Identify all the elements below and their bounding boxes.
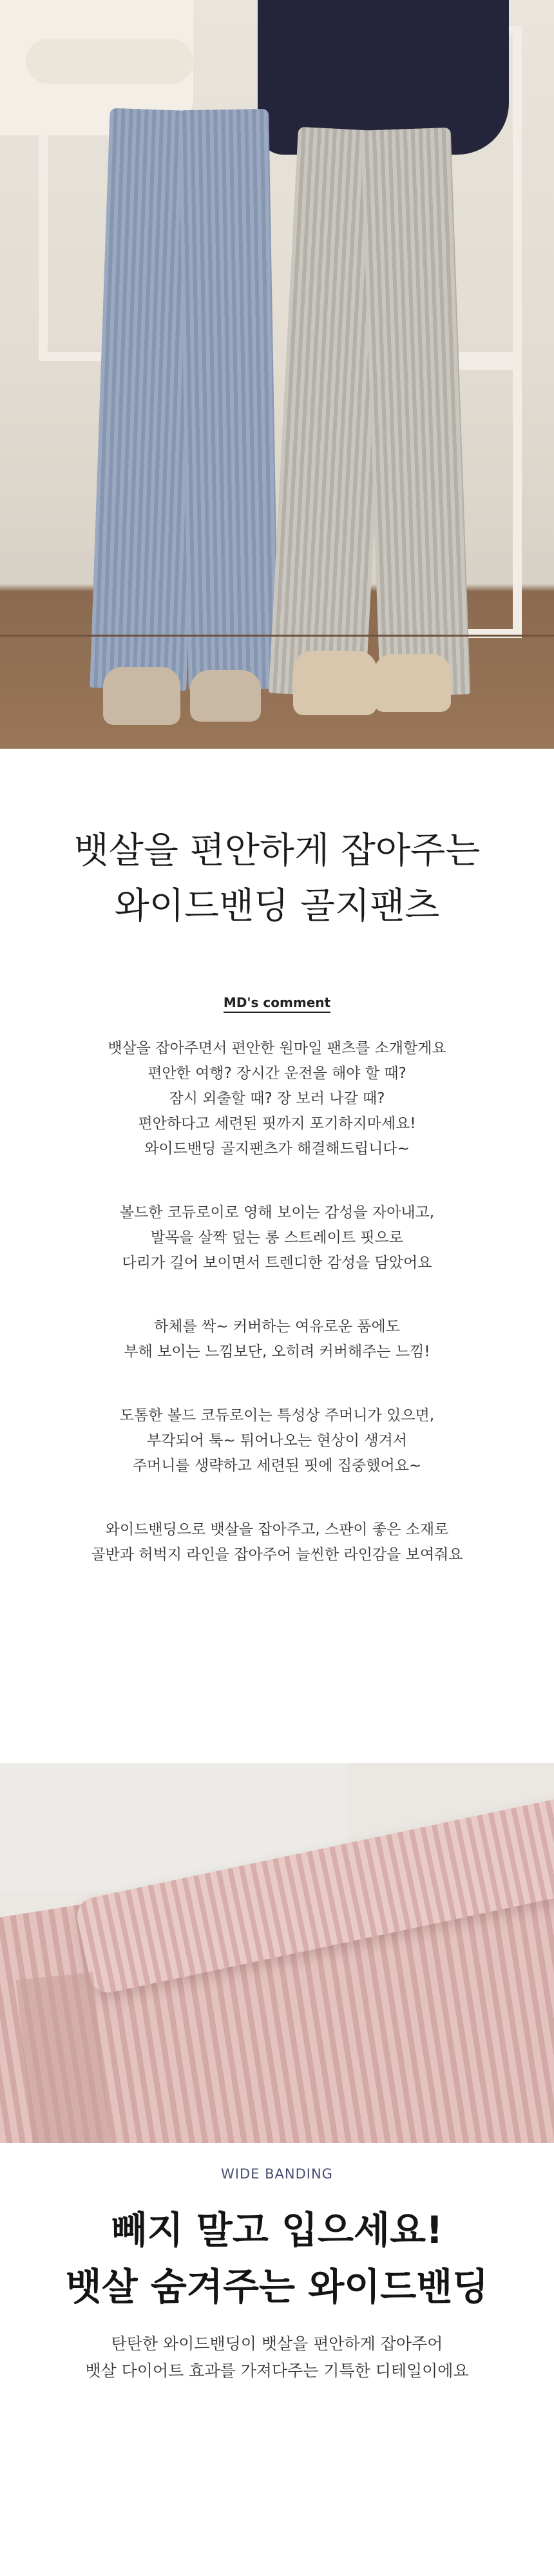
comment-line: 와이드밴딩으로 뱃살을 잡아주고, 스판이 좋은 소재로: [105, 1521, 449, 1538]
comment-line: 도톰한 볼드 코듀로이는 특성상 주머니가 있으면,: [119, 1407, 435, 1424]
section-title-line-1: 빼지 말고 입으세요!: [111, 2208, 443, 2252]
comment-line: 골반과 허벅지 라인을 잡아주어 늘씬한 라인감을 보여줘요: [91, 1546, 463, 1563]
folded-arm: [26, 39, 193, 84]
comment-line: 발목을 살짝 덮는 롱 스트레이트 핏으로: [150, 1229, 404, 1246]
comment-line: 하체를 싹~ 커버하는 여유로운 품에도: [154, 1318, 400, 1335]
hero-model-photo: [0, 0, 554, 749]
comment-line: 볼드한 코듀로이로 영해 보이는 감성을 자아내고,: [119, 1204, 435, 1221]
tan-slipper-left: [293, 651, 377, 715]
comment-line: 편안하다고 세련된 핏까지 포기하지마세요!: [138, 1115, 416, 1132]
blue-pants-right-leg: [178, 109, 279, 690]
comment-line: 부각되어 툭~ 튀어나오는 현상이 생겨서: [146, 1432, 407, 1449]
comment-line: 편안한 여행? 장시간 운전을 해야 할 때?: [148, 1065, 406, 1082]
headline-line-2: 와이드밴딩 골지팬츠: [114, 885, 440, 927]
headline-line-1: 뱃살을 편안하게 잡아주는: [73, 830, 481, 872]
comment-line: 와이드밴딩 골지팬츠가 해결해드립니다~: [144, 1140, 410, 1157]
section-title-line-2: 뱃살 숨겨주는 와이드밴딩: [65, 2265, 489, 2309]
comment-line: 부해 보이는 느낌보단, 오히려 커버해주는 느낌!: [124, 1343, 430, 1360]
comment-line: 잠시 외출할 때? 장 보러 나갈 때?: [169, 1090, 385, 1107]
md-comment-label: [0, 995, 554, 1010]
waistband-detail-photo: [0, 1763, 554, 2143]
md-comment-label-text: MD's comment: [224, 995, 330, 1013]
beige-slipper-right: [190, 670, 261, 722]
comment-line: 다리가 길어 보이면서 트렌디한 감성을 담았어요: [122, 1254, 432, 1271]
beige-slipper-left: [103, 667, 180, 725]
section-desc-line-1: 탄탄한 와이드밴딩이 뱃살을 편안하게 잡아주어: [111, 2334, 443, 2353]
tan-slipper-right: [374, 654, 451, 712]
section-desc-line-2: 뱃살 다이어트 효과를 가져다주는 기특한 디테일이에요: [85, 2361, 469, 2380]
comment-line: 주머니를 생략하고 세련된 핏에 집중했어요~: [132, 1457, 422, 1474]
section-eyebrow: WIDE BANDING: [221, 2166, 333, 2182]
floor-line: [0, 635, 554, 637]
comment-line: 뱃살을 잡아주면서 편안한 원마일 팬츠를 소개할게요: [108, 1040, 446, 1057]
